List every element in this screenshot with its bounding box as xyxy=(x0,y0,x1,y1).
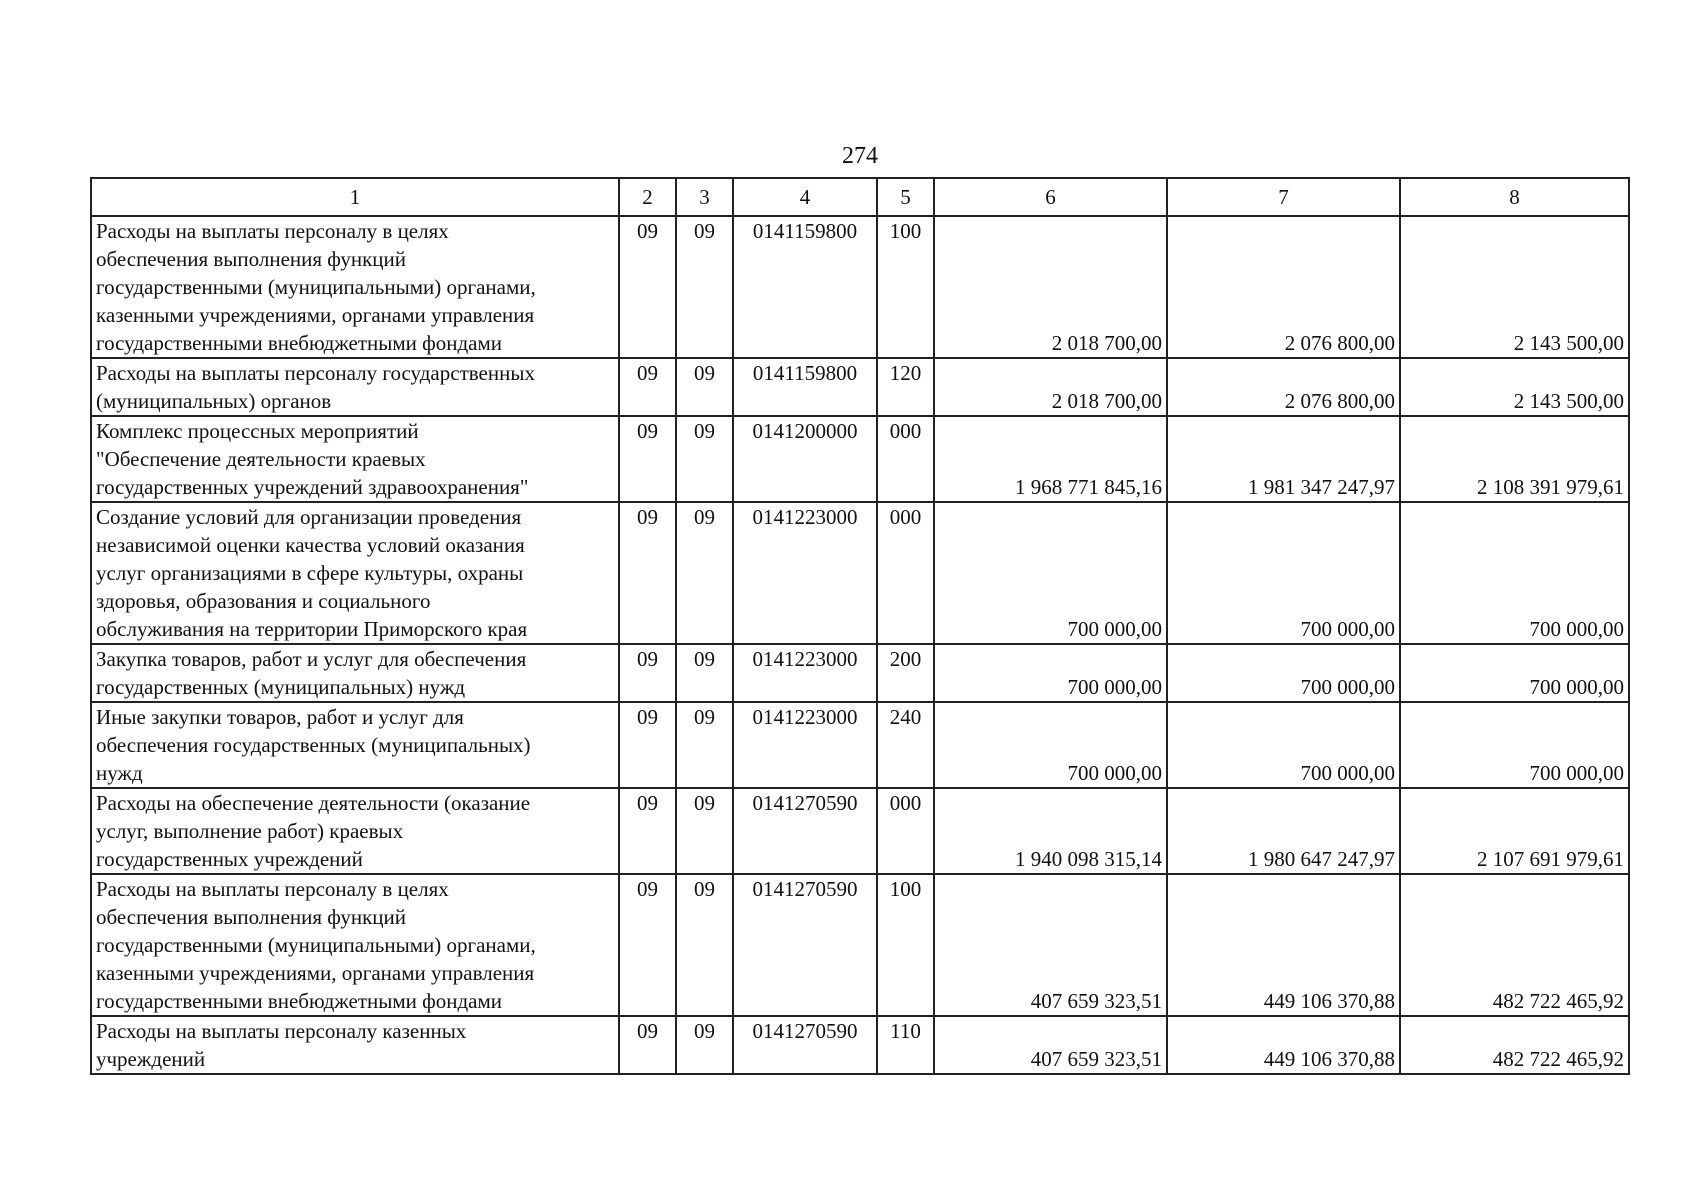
amount-col-8: 482 722 465,92 xyxy=(1400,874,1629,1016)
target-article-code: 0141159800 xyxy=(733,358,877,416)
description-line: государственных учреждений xyxy=(96,847,363,871)
table-row xyxy=(91,216,1629,358)
table-body xyxy=(91,216,1629,1074)
description-line: государственными внебюджетными фондами xyxy=(96,331,503,355)
subsection-code: 09 xyxy=(676,358,733,416)
amount-col-6: 1 968 771 845,16 xyxy=(934,416,1167,502)
description-line: нужд xyxy=(96,761,143,785)
description-line: государственными внебюджетными фондами xyxy=(96,989,503,1013)
subsection-code: 09 xyxy=(676,644,733,702)
amount-col-6: 407 659 323,51 xyxy=(934,1016,1167,1074)
amount-col-7: 449 106 370,88 xyxy=(1167,1016,1400,1074)
description-line: Расходы на выплаты персоналу государственных xyxy=(96,361,535,385)
amount-col-6: 700 000,00 xyxy=(934,702,1167,788)
table-row xyxy=(91,502,1629,644)
expense-type-code: 110 xyxy=(877,1016,934,1074)
description-line: Расходы на выплаты персоналу казенных xyxy=(96,1019,467,1043)
description-line: Создание условий для организации проведения xyxy=(96,505,522,529)
subsection-code: 09 xyxy=(676,1016,733,1074)
description-line: независимой оценки качества условий оказания xyxy=(96,533,525,557)
target-article-code: 0141223000 xyxy=(733,702,877,788)
description-line: "Обеспечение деятельности краевых xyxy=(96,447,426,471)
amount-col-8: 700 000,00 xyxy=(1400,644,1629,702)
expense-type-code: 000 xyxy=(877,788,934,874)
description-line: государственными (муниципальными) органами, xyxy=(96,275,536,299)
amount-col-7: 2 076 800,00 xyxy=(1167,358,1400,416)
section-code: 09 xyxy=(619,416,676,502)
row-description xyxy=(91,644,619,702)
description-line: обслуживания на территории Приморского края xyxy=(96,617,528,641)
description-line: услуг, выполнение работ) краевых xyxy=(96,819,404,843)
row-description xyxy=(91,358,619,416)
table-row xyxy=(91,788,1629,874)
description-line: государственными (муниципальными) органами, xyxy=(96,933,536,957)
row-description xyxy=(91,502,619,644)
amount-col-8: 2 143 500,00 xyxy=(1400,358,1629,416)
expense-type-code: 120 xyxy=(877,358,934,416)
row-description xyxy=(91,788,619,874)
section-code: 09 xyxy=(619,358,676,416)
amount-col-8: 2 143 500,00 xyxy=(1400,216,1629,358)
column-header: 8 xyxy=(1400,178,1629,216)
table-row xyxy=(91,702,1629,788)
expense-type-code: 240 xyxy=(877,702,934,788)
subsection-code: 09 xyxy=(676,502,733,644)
page-number: 274 xyxy=(842,143,878,169)
target-article-code: 0141270590 xyxy=(733,788,877,874)
amount-col-6: 407 659 323,51 xyxy=(934,874,1167,1016)
column-header: 2 xyxy=(619,178,676,216)
description-line: услуг организациями в сфере культуры, охраны xyxy=(96,561,524,585)
description-line: государственных учреждений здравоохранения" xyxy=(96,475,529,499)
description-line: казенными учреждениями, органами управления xyxy=(96,961,535,985)
section-code: 09 xyxy=(619,702,676,788)
amount-col-7: 1 980 647 247,97 xyxy=(1167,788,1400,874)
subsection-code: 09 xyxy=(676,874,733,1016)
column-header: 6 xyxy=(934,178,1167,216)
description-line: обеспечения выполнения функций xyxy=(96,905,407,929)
target-article-code: 0141200000 xyxy=(733,416,877,502)
section-code: 09 xyxy=(619,1016,676,1074)
description-line: здоровья, образования и социального xyxy=(96,589,431,613)
amount-col-7: 449 106 370,88 xyxy=(1167,874,1400,1016)
table-row xyxy=(91,416,1629,502)
amount-col-8: 2 108 391 979,61 xyxy=(1400,416,1629,502)
description-line: учреждений xyxy=(96,1047,206,1071)
section-code: 09 xyxy=(619,788,676,874)
budget-table xyxy=(90,177,1630,1075)
table-row xyxy=(91,874,1629,1016)
target-article-code: 0141223000 xyxy=(733,644,877,702)
expense-type-code: 000 xyxy=(877,502,934,644)
amount-col-6: 1 940 098 315,14 xyxy=(934,788,1167,874)
amount-col-6: 700 000,00 xyxy=(934,644,1167,702)
description-line: Закупка товаров, работ и услуг для обеспечения xyxy=(96,647,527,671)
row-description xyxy=(91,874,619,1016)
subsection-code: 09 xyxy=(676,702,733,788)
amount-col-8: 2 107 691 979,61 xyxy=(1400,788,1629,874)
amount-col-7: 1 981 347 247,97 xyxy=(1167,416,1400,502)
description-line: Комплекс процессных мероприятий xyxy=(96,419,419,443)
row-description xyxy=(91,416,619,502)
column-header: 4 xyxy=(733,178,877,216)
table-row xyxy=(91,358,1629,416)
row-description xyxy=(91,702,619,788)
expense-type-code: 100 xyxy=(877,874,934,1016)
amount-col-8: 482 722 465,92 xyxy=(1400,1016,1629,1074)
column-header: 5 xyxy=(877,178,934,216)
table-row xyxy=(91,644,1629,702)
amount-col-7: 700 000,00 xyxy=(1167,644,1400,702)
amount-col-7: 700 000,00 xyxy=(1167,502,1400,644)
section-code: 09 xyxy=(619,216,676,358)
section-code: 09 xyxy=(619,644,676,702)
expense-type-code: 000 xyxy=(877,416,934,502)
column-number-row xyxy=(91,178,1629,216)
amount-col-7: 700 000,00 xyxy=(1167,702,1400,788)
row-description xyxy=(91,1016,619,1074)
description-line: Расходы на обеспечение деятельности (оказание xyxy=(96,791,531,815)
target-article-code: 0141159800 xyxy=(733,216,877,358)
amount-col-8: 700 000,00 xyxy=(1400,502,1629,644)
amount-col-6: 2 018 700,00 xyxy=(934,216,1167,358)
expense-type-code: 100 xyxy=(877,216,934,358)
amount-col-6: 700 000,00 xyxy=(934,502,1167,644)
subsection-code: 09 xyxy=(676,416,733,502)
column-header: 3 xyxy=(676,178,733,216)
column-header: 1 xyxy=(91,178,619,216)
target-article-code: 0141270590 xyxy=(733,874,877,1016)
description-line: обеспечения государственных (муниципальных) xyxy=(96,733,531,757)
section-code: 09 xyxy=(619,874,676,1016)
description-line: Иные закупки товаров, работ и услуг для xyxy=(96,705,464,729)
row-description xyxy=(91,216,619,358)
table-row xyxy=(91,1016,1629,1074)
subsection-code: 09 xyxy=(676,788,733,874)
column-header: 7 xyxy=(1167,178,1400,216)
description-line: казенными учреждениями, органами управления xyxy=(96,303,535,327)
description-line: (муниципальных) органов xyxy=(96,389,332,413)
target-article-code: 0141223000 xyxy=(733,502,877,644)
section-code: 09 xyxy=(619,502,676,644)
amount-col-8: 700 000,00 xyxy=(1400,702,1629,788)
amount-col-7: 2 076 800,00 xyxy=(1167,216,1400,358)
amount-col-6: 2 018 700,00 xyxy=(934,358,1167,416)
subsection-code: 09 xyxy=(676,216,733,358)
expense-type-code: 200 xyxy=(877,644,934,702)
description-line: государственных (муниципальных) нужд xyxy=(96,675,466,699)
description-line: обеспечения выполнения функций xyxy=(96,247,407,271)
description-line: Расходы на выплаты персоналу в целях xyxy=(96,219,449,243)
description-line: Расходы на выплаты персоналу в целях xyxy=(96,877,449,901)
target-article-code: 0141270590 xyxy=(733,1016,877,1074)
